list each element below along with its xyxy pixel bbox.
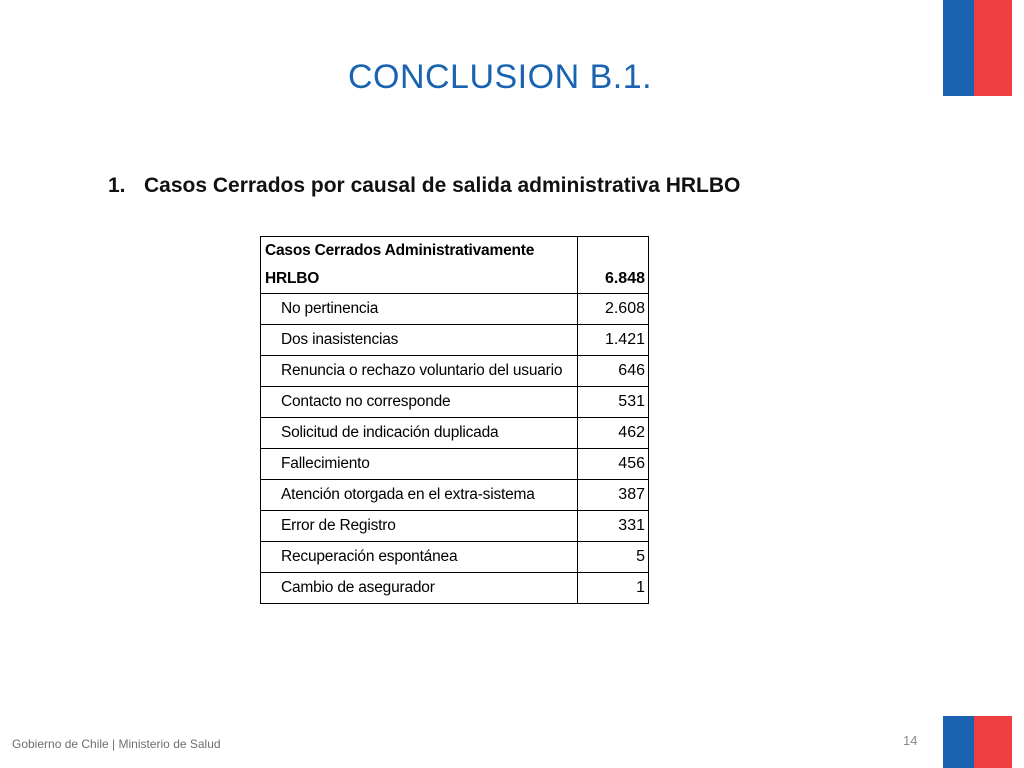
row-label: Renuncia o rechazo voluntario del usuario — [261, 356, 578, 387]
slide-title: CONCLUSION B.1. — [347, 58, 653, 96]
table-header-row — [261, 237, 649, 294]
row-value: 462 — [578, 418, 649, 449]
section-heading — [108, 174, 740, 198]
table-row — [261, 356, 649, 387]
row-label: No pertinencia — [261, 294, 578, 325]
row-value: 646 — [578, 356, 649, 387]
row-value: 456 — [578, 449, 649, 480]
flag-blue-band — [943, 716, 974, 768]
row-value: 331 — [578, 511, 649, 542]
table-row — [261, 480, 649, 511]
row-value: 1 — [578, 573, 649, 604]
table-row — [261, 325, 649, 356]
row-value: 5 — [578, 542, 649, 573]
row-value: 2.608 — [578, 294, 649, 325]
table-header-total: 6.848 — [578, 237, 649, 294]
row-label: Contacto no corresponde — [261, 387, 578, 418]
table-row — [261, 542, 649, 573]
row-label: Recuperación espontánea — [261, 542, 578, 573]
row-value: 531 — [578, 387, 649, 418]
table-row — [261, 511, 649, 542]
heading-text: Casos Cerrados por causal de salida administrativa HRLBO — [144, 174, 741, 197]
flag-red-band — [974, 716, 1012, 768]
table-row — [261, 573, 649, 604]
row-label: Dos inasistencias — [261, 325, 578, 356]
row-label: Atención otorgada en el extra-sistema — [261, 480, 578, 511]
row-label: Cambio de asegurador — [261, 573, 578, 604]
table-row — [261, 449, 649, 480]
heading-number: 1. — [108, 174, 126, 197]
row-label: Solicitud de indicación duplicada — [261, 418, 578, 449]
row-label: Fallecimiento — [261, 449, 578, 480]
table-header-label: Casos Cerrados Administrativamente HRLBO — [261, 237, 578, 294]
table-row — [261, 387, 649, 418]
row-value: 387 — [578, 480, 649, 511]
chile-flag-stripe-bottom — [943, 716, 1012, 768]
table-row — [261, 418, 649, 449]
footer-text: Gobierno de Chile | Ministerio de Salud — [12, 737, 221, 751]
row-label: Error de Registro — [261, 511, 578, 542]
closed-cases-table — [260, 236, 649, 604]
row-value: 1.421 — [578, 325, 649, 356]
page-number: 14 — [903, 733, 918, 748]
table-row — [261, 294, 649, 325]
